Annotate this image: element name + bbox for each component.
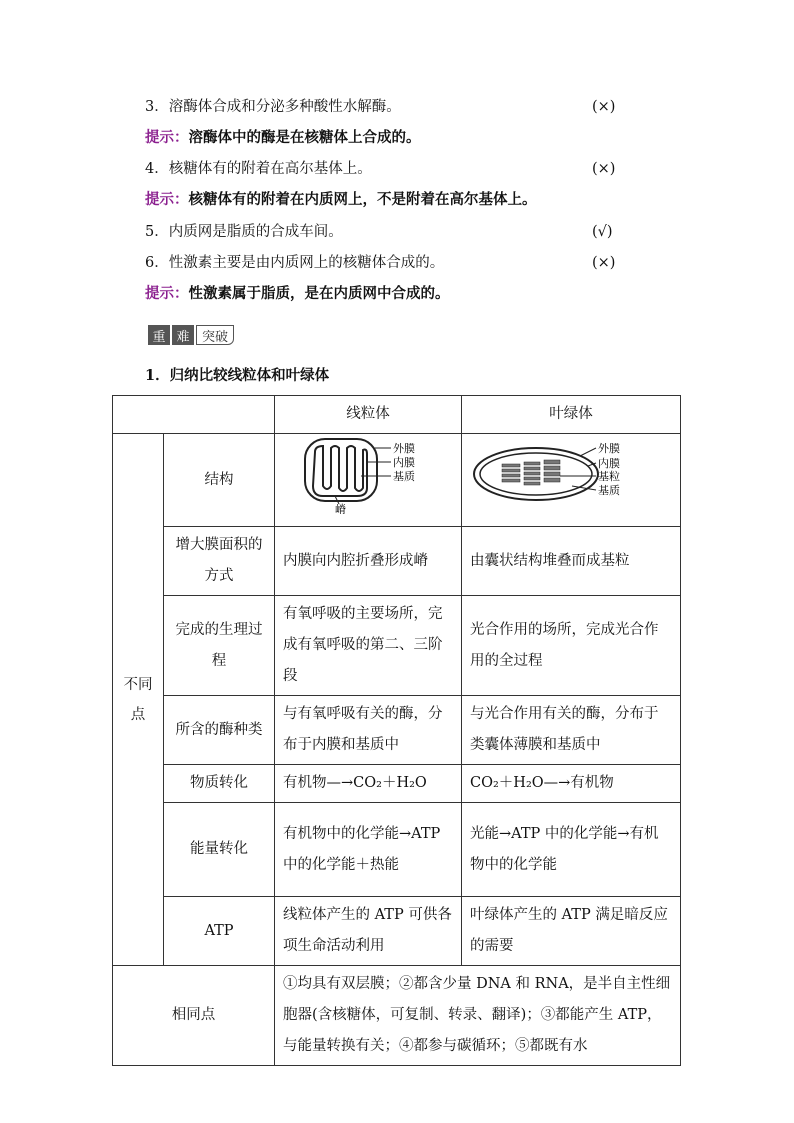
judgment-mark-6: (×) (592, 255, 616, 271)
section-title: 1．归纳比较线粒体和叶绿体 (145, 367, 330, 384)
table-row-structure (113, 434, 681, 527)
label-outer-membrane: 外膜 (598, 442, 620, 455)
header-blank (113, 396, 275, 434)
mitochondria-diagram-cell (275, 434, 462, 527)
badge-text: 突破 (196, 325, 234, 345)
row-label: 物质转化 (164, 765, 275, 803)
statement-3: 3．溶酶体合成和分泌多种酸性水解酶。 (145, 99, 401, 115)
cell-mitochondria: 内膜向内腔折叠形成嵴 (275, 527, 462, 596)
label-stroma: 基质 (598, 484, 620, 497)
table-row (113, 596, 681, 696)
badge-char-2: 难 (172, 325, 194, 345)
badge-char-1: 重 (148, 325, 170, 345)
comparison-table (112, 395, 681, 1066)
cell-mitochondria: 有氧呼吸的主要场所，完成有氧呼吸的第二、三阶段 (275, 596, 462, 696)
chloroplast-diagram (462, 434, 680, 514)
row-label: 完成的生理过程 (164, 596, 275, 696)
table-header-row (113, 396, 681, 434)
cell-chloroplast: 光合作用的场所，完成光合作用的全过程 (462, 596, 681, 696)
hint-label: 提示： (145, 285, 189, 302)
cell-same-points: ①均具有双层膜；②都含少量 DNA 和 RNA，是半自主性细胞器(含核糖体，可复制、转录、翻译)；③都能产生 ATP，与能量转换有关；④都参与碳循环；⑤都既有水 (275, 966, 681, 1066)
table-row (113, 897, 681, 966)
label-inner-membrane: 内膜 (393, 456, 415, 469)
row-label: ATP (164, 897, 275, 966)
judgment-mark-4: (×) (592, 161, 616, 177)
row-label: 能量转化 (164, 803, 275, 897)
table-row (113, 527, 681, 596)
table-row-same (113, 966, 681, 1066)
statement-4: 4．核糖体有的附着在高尔基体上。 (145, 161, 372, 177)
row-label: 增大膜面积的方式 (164, 527, 275, 596)
table-row (113, 696, 681, 765)
statement-6: 6．性激素主要是由内质网上的核糖体合成的。 (145, 255, 445, 271)
cell-mitochondria: 与有氧呼吸有关的酶，分布于内膜和基质中 (275, 696, 462, 765)
cell-chloroplast: CO₂＋H₂O—→有机物 (462, 765, 681, 803)
row-label: 所含的酶种类 (164, 696, 275, 765)
hint-1 (145, 128, 421, 148)
table-row (113, 765, 681, 803)
section-badge (148, 325, 234, 345)
table-row (113, 803, 681, 897)
row-label: 结构 (164, 434, 275, 527)
statement-5: 5．内质网是脂质的合成车间。 (145, 224, 343, 240)
cell-mitochondria: 有机物中的化学能→ATP 中的化学能＋热能 (275, 803, 462, 897)
chloroplast-diagram-cell (462, 434, 681, 527)
judgment-mark-5: (√) (592, 224, 613, 240)
hint-label: 提示： (145, 129, 189, 146)
group-label-diff: 不同点 (113, 434, 164, 966)
hint-2 (145, 190, 537, 210)
label-outer-membrane: 外膜 (393, 442, 415, 455)
row-label-same: 相同点 (113, 966, 275, 1066)
label-matrix: 基质 (393, 470, 415, 483)
mitochondria-diagram (275, 434, 461, 514)
hint-label: 提示： (145, 191, 189, 208)
hint-text: 核糖体有的附着在内质网上，不是附着在高尔基体上。 (188, 191, 537, 208)
hint-3 (145, 284, 450, 304)
label-granum: 基粒 (598, 470, 620, 483)
cell-chloroplast: 与光合作用有关的酶，分布于类囊体薄膜和基质中 (462, 696, 681, 765)
hint-text: 性激素属于脂质，是在内质网中合成的。 (188, 285, 450, 302)
cell-chloroplast: 由囊状结构堆叠而成基粒 (462, 527, 681, 596)
hint-text: 溶酶体中的酶是在核糖体上合成的。 (188, 129, 421, 146)
header-mitochondria: 线粒体 (275, 396, 462, 434)
cell-mitochondria: 有机物—→CO₂＋H₂O (275, 765, 462, 803)
header-chloroplast: 叶绿体 (462, 396, 681, 434)
cell-mitochondria: 线粒体产生的 ATP 可供各项生命活动利用 (275, 897, 462, 966)
label-crista: 嵴 (335, 503, 346, 514)
label-inner-membrane: 内膜 (598, 457, 620, 470)
cell-chloroplast: 光能→ATP 中的化学能→有机物中的化学能 (462, 803, 681, 897)
cell-chloroplast: 叶绿体产生的 ATP 满足暗反应的需要 (462, 897, 681, 966)
judgment-mark-3: (×) (592, 99, 616, 115)
